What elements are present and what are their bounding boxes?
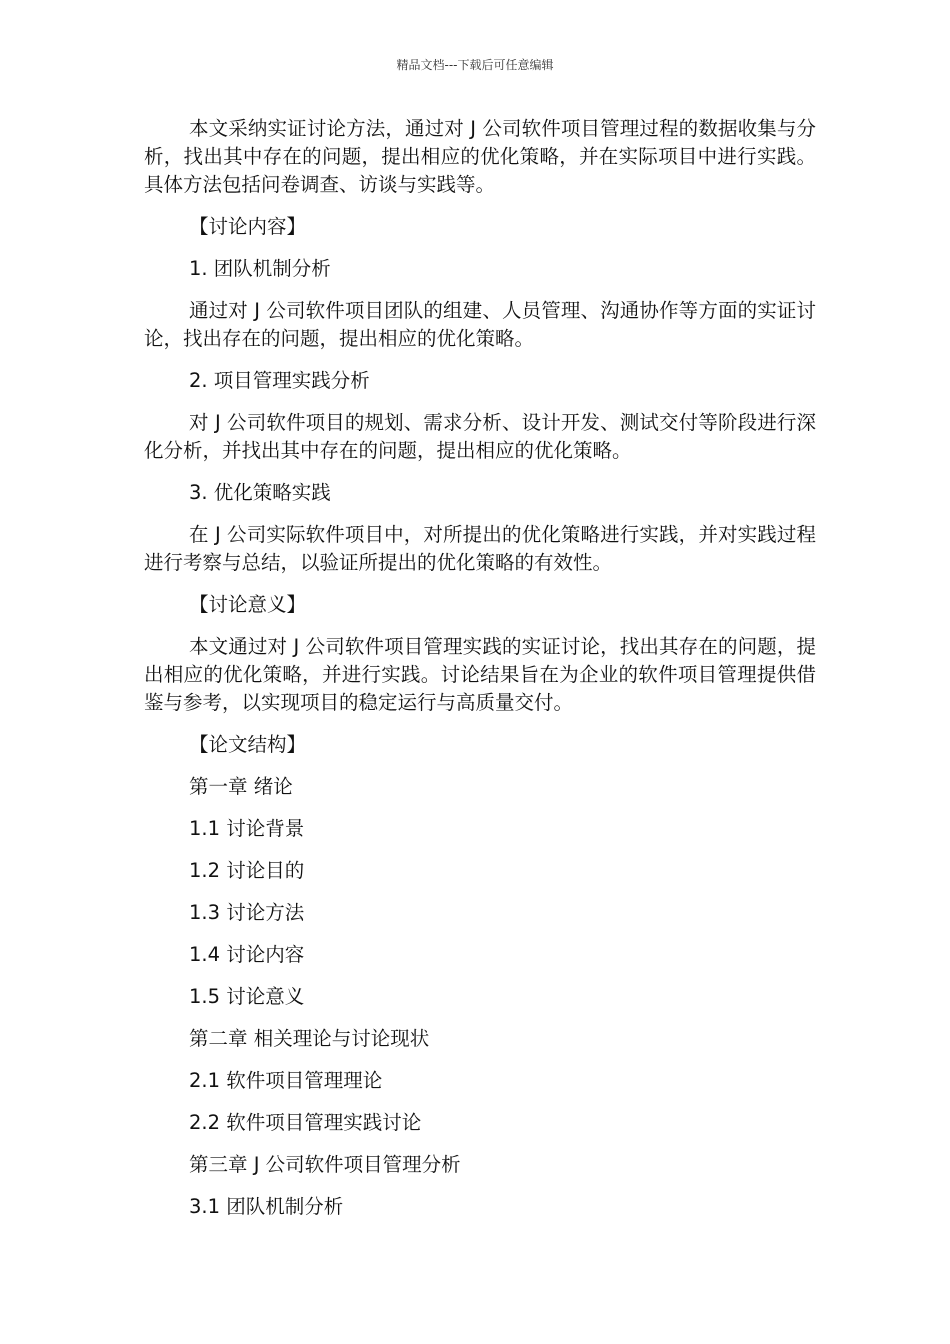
section-heading-significance: 【讨论意义】 [189,593,307,616]
item3-heading: 3. 优化策略实践 [189,481,331,504]
item2-paragraph: 对 J 公司软件项目的规划、需求分析、设计开发、测试交付等阶段进行深化分析，并找出其中存在的问题，提出相应的优化策略。 [144,411,816,462]
outline-item: 第二章 相关理论与讨论现状 [189,1027,430,1050]
page-header: 精品文档---下载后可任意编辑 [396,58,554,72]
section-heading-content: 【讨论内容】 [189,215,307,238]
outline-item: 1.2 讨论目的 [189,859,305,882]
outline-item: 3.1 团队机制分析 [189,1195,344,1218]
outline-item: 1.3 讨论方法 [189,901,305,924]
outline-item: 2.1 软件项目管理理论 [189,1069,383,1092]
document-body [144,115,816,1235]
item1-paragraph: 通过对 J 公司软件项目团队的组建、人员管理、沟通协作等方面的实证讨论，找出存在的问题，提出相应的优化策略。 [144,299,816,350]
outline-item: 2.2 软件项目管理实践讨论 [189,1111,422,1134]
item1-heading: 1. 团队机制分析 [189,257,331,280]
outline-item: 1.4 讨论内容 [189,943,305,966]
outline-item: 第三章 J 公司软件项目管理分析 [189,1153,461,1176]
outline-item: 1.5 讨论意义 [189,985,305,1008]
intro-paragraph: 本文采纳实证讨论方法，通过对 J 公司软件项目管理过程的数据收集与分析，找出其中存在的问题，提出相应的优化策略，并在实际项目中进行实践。具体方法包括问卷调查、访谈与实践等。 [144,117,816,196]
item2-heading: 2. 项目管理实践分析 [189,369,370,392]
section-heading-structure: 【论文结构】 [189,733,307,756]
outline-item: 第一章 绪论 [189,775,293,798]
significance-paragraph: 本文通过对 J 公司软件项目管理实践的实证讨论，找出其存在的问题，提出相应的优化策略，并进行实践。讨论结果旨在为企业的软件项目管理提供借鉴与参考，以实现项目的稳定运行与高质量交付。 [144,635,816,714]
item3-paragraph: 在 J 公司实际软件项目中，对所提出的优化策略进行实践，并对实践过程进行考察与总结，以验证所提出的优化策略的有效性。 [144,523,816,574]
outline-item: 1.1 讨论背景 [189,817,305,840]
